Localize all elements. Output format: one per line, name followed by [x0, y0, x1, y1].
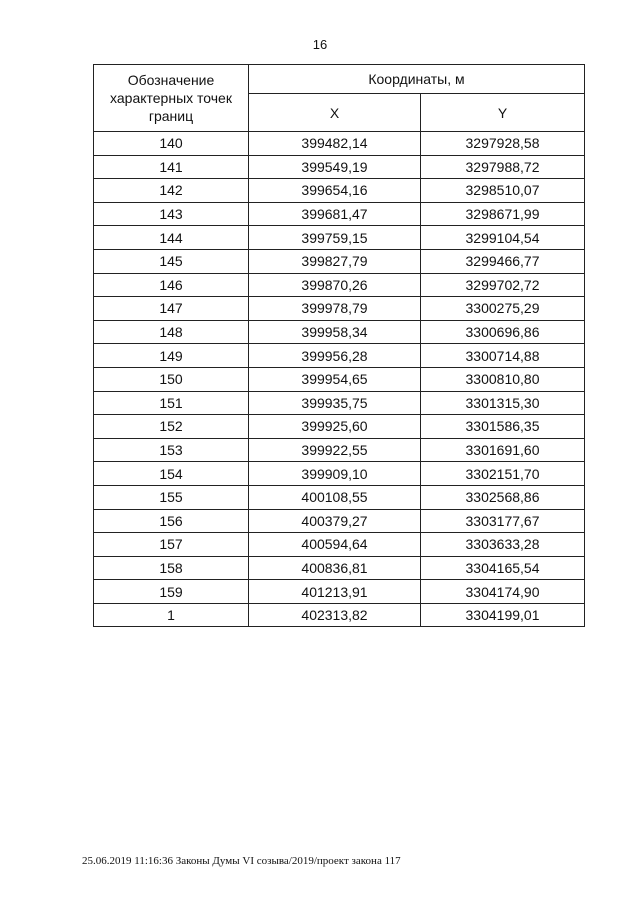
cell-y: 3301691,60 — [421, 438, 585, 462]
table-row — [94, 533, 585, 557]
cell-y: 3300810,80 — [421, 367, 585, 391]
cell-x: 401213,91 — [249, 580, 421, 604]
cell-y: 3304174,90 — [421, 580, 585, 604]
cell-x: 399909,10 — [249, 462, 421, 486]
header-x: X — [249, 94, 421, 132]
page-number: 16 — [312, 37, 328, 52]
cell-y: 3303177,67 — [421, 509, 585, 533]
cell-point: 156 — [94, 509, 249, 533]
cell-x: 399978,79 — [249, 297, 421, 321]
cell-x: 399870,26 — [249, 273, 421, 297]
cell-point: 145 — [94, 249, 249, 273]
header-coordinates: Координаты, м — [249, 65, 585, 94]
cell-y: 3303633,28 — [421, 533, 585, 557]
cell-point: 153 — [94, 438, 249, 462]
coordinates-table — [93, 64, 585, 627]
table-row — [94, 580, 585, 604]
cell-point: 140 — [94, 132, 249, 156]
table-row — [94, 273, 585, 297]
table-row — [94, 391, 585, 415]
cell-point: 154 — [94, 462, 249, 486]
table-row — [94, 603, 585, 627]
cell-point: 159 — [94, 580, 249, 604]
cell-x: 402313,82 — [249, 603, 421, 627]
cell-y: 3297928,58 — [421, 132, 585, 156]
cell-y: 3300275,29 — [421, 297, 585, 321]
cell-point: 142 — [94, 179, 249, 203]
cell-x: 399654,16 — [249, 179, 421, 203]
cell-y: 3299466,77 — [421, 249, 585, 273]
table-row — [94, 509, 585, 533]
cell-x: 399935,75 — [249, 391, 421, 415]
cell-point: 157 — [94, 533, 249, 557]
table-row — [94, 556, 585, 580]
cell-x: 399827,79 — [249, 249, 421, 273]
cell-x: 400594,64 — [249, 533, 421, 557]
cell-y: 3301315,30 — [421, 391, 585, 415]
table-row — [94, 462, 585, 486]
cell-point: 141 — [94, 155, 249, 179]
cell-x: 400108,55 — [249, 485, 421, 509]
cell-x: 399681,47 — [249, 202, 421, 226]
table-row — [94, 132, 585, 156]
cell-y: 3299104,54 — [421, 226, 585, 250]
cell-x: 399958,34 — [249, 320, 421, 344]
cell-y: 3297988,72 — [421, 155, 585, 179]
cell-x: 399956,28 — [249, 344, 421, 368]
table-row — [94, 202, 585, 226]
table-row — [94, 320, 585, 344]
cell-point: 146 — [94, 273, 249, 297]
cell-point: 150 — [94, 367, 249, 391]
cell-x: 400379,27 — [249, 509, 421, 533]
cell-point: 158 — [94, 556, 249, 580]
cell-x: 399482,14 — [249, 132, 421, 156]
cell-point: 144 — [94, 226, 249, 250]
cell-x: 399925,60 — [249, 415, 421, 439]
cell-point: 148 — [94, 320, 249, 344]
cell-point: 149 — [94, 344, 249, 368]
table-row — [94, 155, 585, 179]
cell-point: 143 — [94, 202, 249, 226]
table-row — [94, 485, 585, 509]
cell-y: 3301586,35 — [421, 415, 585, 439]
cell-y: 3299702,72 — [421, 273, 585, 297]
cell-y: 3298510,07 — [421, 179, 585, 203]
table-row — [94, 415, 585, 439]
cell-x: 400836,81 — [249, 556, 421, 580]
cell-y: 3304199,01 — [421, 603, 585, 627]
table-body — [94, 132, 585, 627]
cell-x: 399954,65 — [249, 367, 421, 391]
cell-x: 399922,55 — [249, 438, 421, 462]
cell-point: 151 — [94, 391, 249, 415]
table-row — [94, 344, 585, 368]
cell-y: 3300714,88 — [421, 344, 585, 368]
cell-x: 399549,19 — [249, 155, 421, 179]
table-row — [94, 367, 585, 391]
cell-y: 3300696,86 — [421, 320, 585, 344]
table-row — [94, 438, 585, 462]
table-row — [94, 179, 585, 203]
table-row — [94, 226, 585, 250]
cell-point: 147 — [94, 297, 249, 321]
table-row — [94, 297, 585, 321]
cell-point: 155 — [94, 485, 249, 509]
cell-y: 3302151,70 — [421, 462, 585, 486]
cell-y: 3298671,99 — [421, 202, 585, 226]
cell-point: 1 — [94, 603, 249, 627]
cell-y: 3302568,86 — [421, 485, 585, 509]
header-y: Y — [421, 94, 585, 132]
cell-y: 3304165,54 — [421, 556, 585, 580]
footer-stamp: 25.06.2019 11:16:36 Законы Думы VI созыва/2019/проект закона 117 — [82, 855, 401, 867]
cell-point: 152 — [94, 415, 249, 439]
table-row — [94, 249, 585, 273]
cell-x: 399759,15 — [249, 226, 421, 250]
header-point-designation: Обозначение характерных точек границ — [94, 65, 249, 132]
